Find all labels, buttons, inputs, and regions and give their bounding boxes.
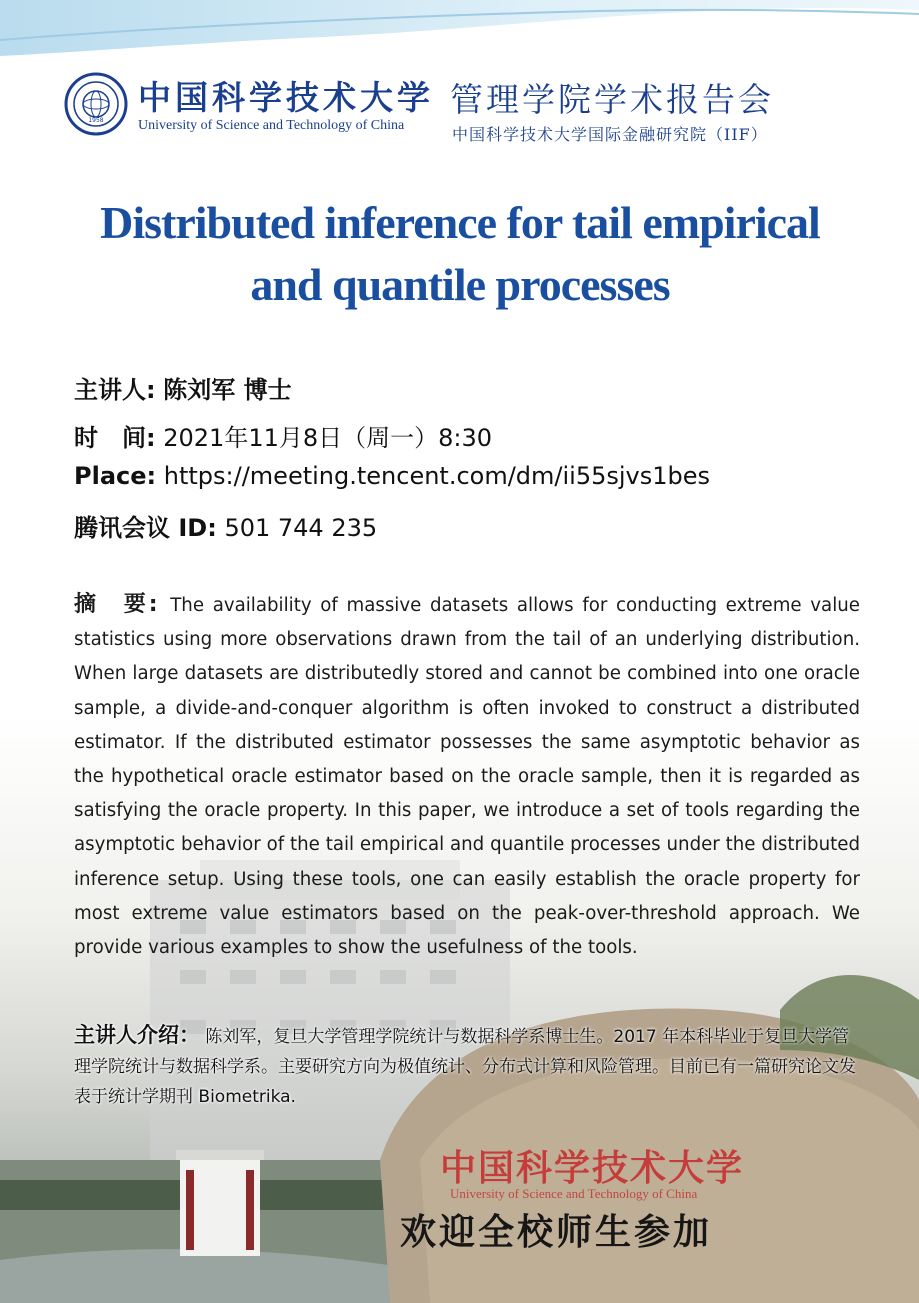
- abstract-label: 摘 要:: [74, 592, 158, 617]
- speaker-line: [74, 370, 292, 405]
- header: [64, 70, 864, 150]
- series-subtitle: 中国科学技术大学国际金融研究院（IIF）: [452, 125, 768, 144]
- institution-name-cn: 中国科学技术大学: [138, 78, 434, 117]
- talk-title-line2: and quantile processes: [250, 259, 670, 310]
- bio-text: 陈刘军，复旦大学管理学院统计与数据科学系博士生。2017 年本科毕业于复旦大学管理学院统计与数据科学系。主要研究方向为极值统计、分布式计算和风险管理。目前已有一篇研究论文发表于统计学期刊 Biometrika.: [74, 1027, 856, 1107]
- institution-name-en: University of Science and Technology of China: [138, 118, 405, 133]
- speaker-value: 陈刘军 博士: [163, 376, 292, 404]
- speaker-bio: [74, 1020, 864, 1112]
- place-line: [74, 462, 710, 490]
- place-link[interactable]: https://meeting.tencent.com/dm/ii55sjvs1bes: [163, 462, 711, 490]
- seal-year: 1958: [88, 117, 104, 124]
- meeting-id-value: 501 744 235: [224, 514, 378, 542]
- welcome-message: 欢迎全校师生参加: [400, 1211, 713, 1253]
- abstract: [74, 588, 860, 965]
- talk-title-line1: Distributed inference for tail empirical: [100, 197, 820, 248]
- place-label: Place:: [74, 462, 157, 490]
- abstract-text: The availability of massive datasets allows for conducting extreme value statistics using more observations drawn from the tail of an underlying distribution. When large datasets are distributedly stored and cannot be combined into one oracle sample, a divide-and-conquer algorithm is often invoked to construct a distributed estimator. If the distributed estimator possesses the same asymptotic behavior as the hypothetical oracle estimator based on the oracle sample, then it is regarded as satisfying the oracle property. In this paper, we introduce a set of tools regarding the asymptotic behavior of the tail empirical and quantile processes under the distributed inference setup. Using these tools, one can easily establish the oracle property for most extreme value estimators based on the peak-over-threshold approach. We provide various examples to show the usefulness of the tools.: [74, 595, 860, 959]
- time-value: 2021年11月8日（周一）8:30: [163, 424, 493, 452]
- top-wave-decoration: [0, 0, 919, 70]
- rock-inscription-english: University of Science and Technology of China: [450, 1186, 698, 1201]
- meeting-id-label: 腾讯会议 ID:: [74, 514, 217, 542]
- speaker-label: 主讲人:: [74, 376, 156, 404]
- university-seal-icon: [64, 72, 128, 136]
- rock-inscription-logo: 中国科学技术大学: [440, 1147, 745, 1189]
- series-title: 管理学院学术报告会: [450, 80, 774, 119]
- time-line: [74, 418, 492, 453]
- time-label: 时 间:: [74, 424, 156, 452]
- bio-label: 主讲人介绍：: [74, 1023, 200, 1047]
- meeting-id-line: [74, 508, 377, 543]
- talk-title: [40, 192, 880, 316]
